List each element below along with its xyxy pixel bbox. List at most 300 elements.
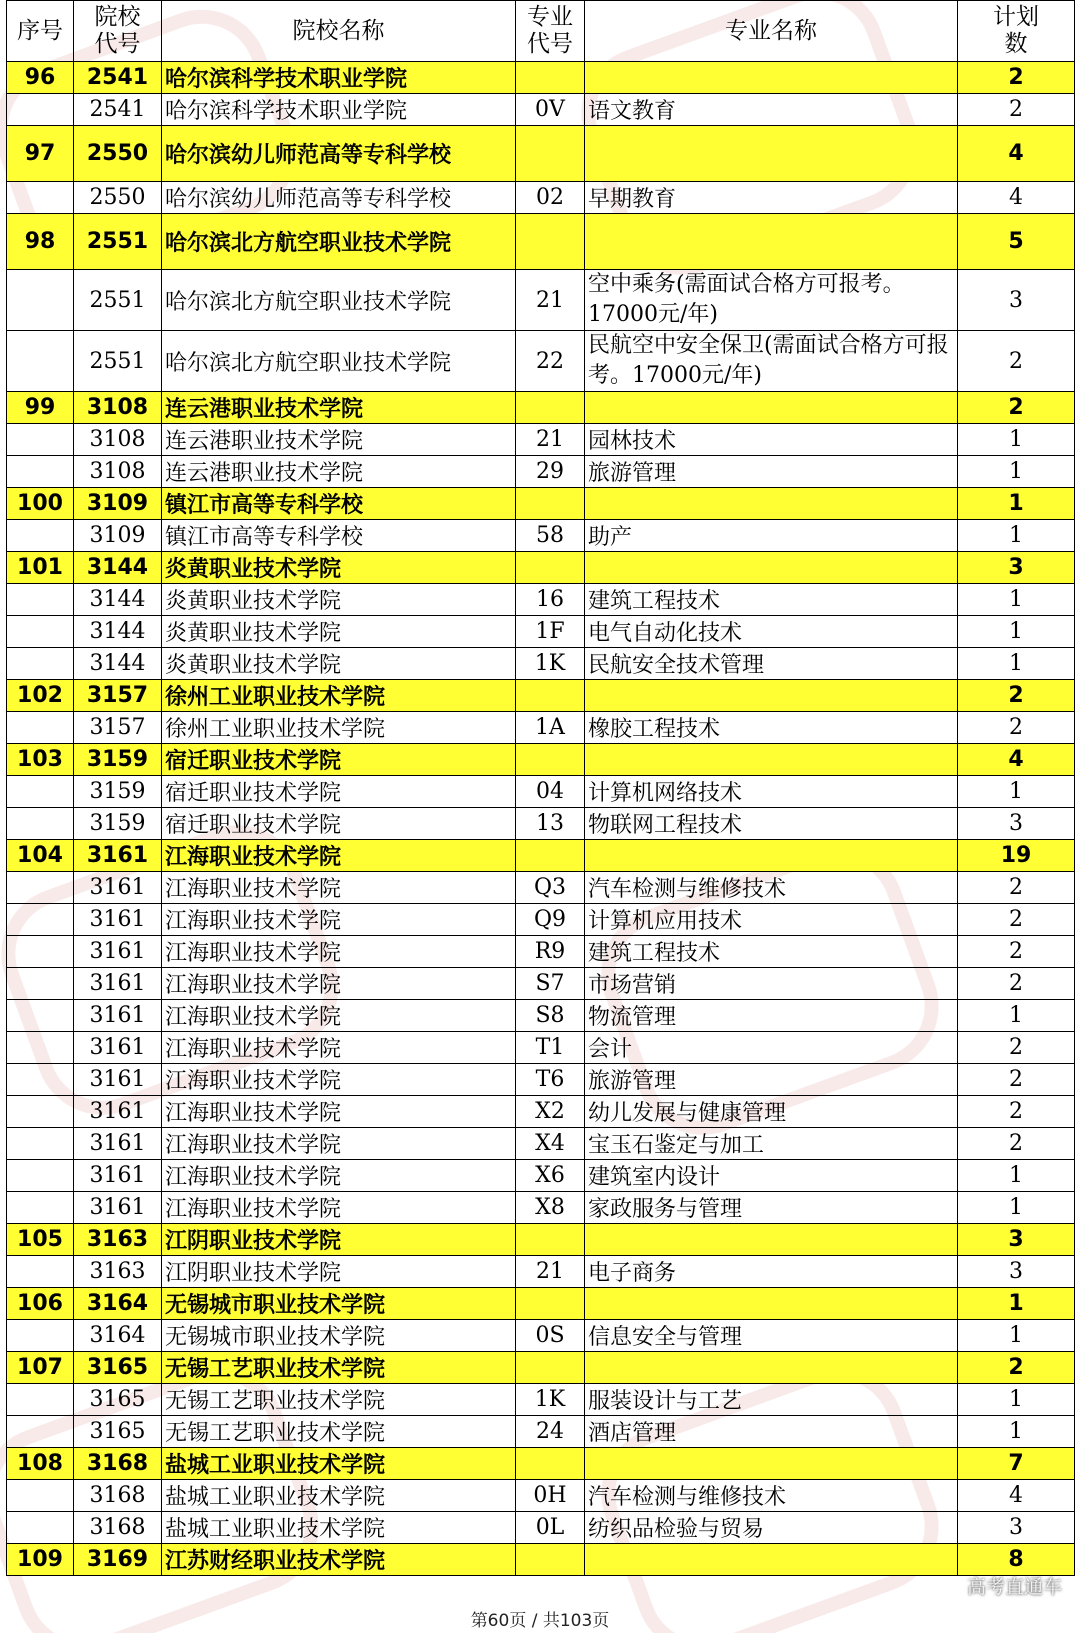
school-code-cell: 3168 [74,1448,162,1480]
header-school-name: 院校名称 [162,1,516,62]
major-name-cell [585,1448,958,1480]
major-code-cell: X2 [516,1096,585,1128]
school-code-cell: 3165 [74,1416,162,1448]
school-code-cell: 3159 [74,808,162,840]
plan-cell: 1 [958,648,1075,680]
plan-cell: 2 [958,62,1075,94]
major-row [7,904,1075,936]
school-code-cell: 3164 [74,1288,162,1320]
major-code-cell: 21 [516,424,585,456]
major-code-cell: Q9 [516,904,585,936]
school-name-cell: 连云港职业技术学院 [162,456,516,488]
major-row [7,968,1075,1000]
major-code-cell: R9 [516,936,585,968]
school-name-cell: 江海职业技术学院 [162,1032,516,1064]
school-code-cell: 3108 [74,392,162,424]
major-row [7,1192,1075,1224]
school-name-cell: 江苏财经职业技术学院 [162,1544,516,1576]
plan-cell: 3 [958,270,1075,331]
major-code-cell [516,126,585,182]
major-row [7,808,1075,840]
school-code-cell: 2551 [74,214,162,270]
school-name-cell: 盐城工业职业技术学院 [162,1512,516,1544]
major-row [7,182,1075,214]
plan-cell: 3 [958,1512,1075,1544]
major-code-cell: 21 [516,270,585,331]
header-plan: 计划 数 [958,1,1075,62]
major-name-cell [585,744,958,776]
major-name-cell: 民航安全技术管理 [585,648,958,680]
school-row [7,744,1075,776]
school-row [7,126,1075,182]
school-name-cell: 哈尔滨北方航空职业技术学院 [162,331,516,392]
major-name-cell: 酒店管理 [585,1416,958,1448]
major-code-cell: 16 [516,584,585,616]
major-row [7,520,1075,552]
seq-cell [7,1480,74,1512]
major-name-cell: 汽车检测与维修技术 [585,872,958,904]
major-row [7,616,1075,648]
seq-cell [7,520,74,552]
major-name-cell: 橡胶工程技术 [585,712,958,744]
major-row [7,776,1075,808]
school-code-cell: 3163 [74,1224,162,1256]
school-row [7,62,1075,94]
major-code-cell: 29 [516,456,585,488]
major-code-cell [516,1448,585,1480]
major-code-cell: 1K [516,648,585,680]
school-name-cell: 江海职业技术学院 [162,1192,516,1224]
page-footer: 第60页 / 共103页 [470,1611,610,1631]
school-code-cell: 3159 [74,776,162,808]
seq-cell [7,1096,74,1128]
school-code-cell: 3157 [74,680,162,712]
major-code-cell [516,840,585,872]
seq-cell [7,808,74,840]
seq-cell: 98 [7,214,74,270]
major-name-cell: 物流管理 [585,1000,958,1032]
major-row [7,94,1075,126]
school-code-cell: 3161 [74,936,162,968]
major-code-cell: 1K [516,1384,585,1416]
plan-cell: 8 [958,1544,1075,1576]
seq-cell [7,968,74,1000]
school-name-cell: 哈尔滨幼儿师范高等专科学校 [162,182,516,214]
seq-cell: 104 [7,840,74,872]
seq-cell [7,1416,74,1448]
school-row [7,840,1075,872]
major-code-cell: 02 [516,182,585,214]
major-row [7,424,1075,456]
school-name-cell: 江海职业技术学院 [162,1128,516,1160]
school-code-cell: 2541 [74,62,162,94]
major-code-cell: 1A [516,712,585,744]
plan-cell: 2 [958,94,1075,126]
major-name-cell: 建筑工程技术 [585,936,958,968]
plan-cell: 3 [958,808,1075,840]
major-code-cell: T6 [516,1064,585,1096]
major-code-cell: 0V [516,94,585,126]
major-name-cell: 汽车检测与维修技术 [585,1480,958,1512]
major-code-cell [516,392,585,424]
school-name-cell: 哈尔滨北方航空职业技术学院 [162,270,516,331]
seq-cell: 101 [7,552,74,584]
school-name-cell: 哈尔滨北方航空职业技术学院 [162,214,516,270]
seq-cell [7,1064,74,1096]
school-name-cell: 炎黄职业技术学院 [162,552,516,584]
plan-cell: 4 [958,744,1075,776]
major-code-cell: 58 [516,520,585,552]
school-code-cell: 2551 [74,270,162,331]
major-code-cell: 1F [516,616,585,648]
seq-cell [7,904,74,936]
plan-cell: 1 [958,1192,1075,1224]
major-code-cell [516,1288,585,1320]
seq-cell [7,1256,74,1288]
major-name-cell: 建筑室内设计 [585,1160,958,1192]
school-name-cell: 江阴职业技术学院 [162,1256,516,1288]
school-name-cell: 江海职业技术学院 [162,904,516,936]
seq-cell [7,1000,74,1032]
plan-cell: 1 [958,1320,1075,1352]
school-name-cell: 江海职业技术学院 [162,1160,516,1192]
major-name-cell [585,1288,958,1320]
major-row [7,456,1075,488]
major-row [7,648,1075,680]
seq-cell: 103 [7,744,74,776]
header-major-code: 专业 代号 [516,1,585,62]
major-code-cell [516,62,585,94]
table-body [7,62,1075,1576]
major-code-cell: 0H [516,1480,585,1512]
school-row [7,214,1075,270]
plan-cell: 1 [958,1000,1075,1032]
seq-cell [7,182,74,214]
major-name-cell: 会计 [585,1032,958,1064]
major-row [7,1384,1075,1416]
seq-cell [7,1160,74,1192]
major-name-cell: 建筑工程技术 [585,584,958,616]
major-name-cell: 宝玉石鉴定与加工 [585,1128,958,1160]
school-name-cell: 无锡城市职业技术学院 [162,1288,516,1320]
plan-cell: 2 [958,1032,1075,1064]
major-name-cell: 助产 [585,520,958,552]
major-name-cell [585,1352,958,1384]
school-code-cell: 3161 [74,1128,162,1160]
major-name-cell: 空中乘务(需面试合格方可报考。17000元/年) [585,270,958,331]
major-name-cell [585,62,958,94]
major-code-cell [516,214,585,270]
plan-cell: 2 [958,392,1075,424]
major-code-cell: 0S [516,1320,585,1352]
major-code-cell: 22 [516,331,585,392]
school-code-cell: 3108 [74,424,162,456]
plan-cell: 4 [958,126,1075,182]
major-name-cell [585,214,958,270]
school-code-cell: 3161 [74,1192,162,1224]
major-name-cell: 家政服务与管理 [585,1192,958,1224]
major-name-cell [585,680,958,712]
plan-cell: 1 [958,616,1075,648]
school-code-cell: 3161 [74,904,162,936]
school-code-cell: 2550 [74,126,162,182]
major-code-cell [516,1224,585,1256]
enrollment-plan-table [6,0,1075,1576]
seq-cell [7,1128,74,1160]
school-name-cell: 镇江市高等专科学校 [162,520,516,552]
seq-cell [7,270,74,331]
seq-cell: 106 [7,1288,74,1320]
seq-cell: 102 [7,680,74,712]
plan-cell: 1 [958,520,1075,552]
school-code-cell: 3168 [74,1512,162,1544]
school-code-cell: 3144 [74,584,162,616]
seq-cell [7,712,74,744]
school-code-cell: 3144 [74,648,162,680]
plan-cell: 2 [958,331,1075,392]
major-code-cell [516,1544,585,1576]
major-name-cell: 幼儿发展与健康管理 [585,1096,958,1128]
major-name-cell: 早期教育 [585,182,958,214]
school-code-cell: 3161 [74,1160,162,1192]
plan-cell: 19 [958,840,1075,872]
major-row [7,1160,1075,1192]
school-row [7,1352,1075,1384]
major-row [7,872,1075,904]
major-row [7,712,1075,744]
school-row [7,1544,1075,1576]
school-name-cell: 江阴职业技术学院 [162,1224,516,1256]
major-name-cell [585,552,958,584]
seq-cell [7,456,74,488]
plan-cell: 7 [958,1448,1075,1480]
plan-cell: 1 [958,1160,1075,1192]
seq-cell: 96 [7,62,74,94]
plan-cell: 2 [958,968,1075,1000]
school-code-cell: 3164 [74,1320,162,1352]
seq-cell [7,94,74,126]
plan-cell: 3 [958,1224,1075,1256]
plan-cell: 2 [958,712,1075,744]
major-code-cell: Q3 [516,872,585,904]
school-code-cell: 3161 [74,1032,162,1064]
school-name-cell: 宿迁职业技术学院 [162,776,516,808]
seq-cell: 105 [7,1224,74,1256]
major-name-cell [585,840,958,872]
school-code-cell: 3163 [74,1256,162,1288]
major-code-cell: 0L [516,1512,585,1544]
school-name-cell: 江海职业技术学院 [162,1096,516,1128]
school-row [7,1448,1075,1480]
school-name-cell: 连云港职业技术学院 [162,424,516,456]
seq-cell [7,648,74,680]
school-name-cell: 江海职业技术学院 [162,936,516,968]
major-code-cell: X8 [516,1192,585,1224]
school-code-cell: 3144 [74,616,162,648]
school-code-cell: 3165 [74,1384,162,1416]
plan-cell: 1 [958,584,1075,616]
plan-cell: 1 [958,488,1075,520]
major-row [7,1128,1075,1160]
major-row [7,331,1075,392]
school-name-cell: 江海职业技术学院 [162,872,516,904]
plan-cell: 4 [958,1480,1075,1512]
school-code-cell: 3109 [74,488,162,520]
major-code-cell: 24 [516,1416,585,1448]
major-row [7,1032,1075,1064]
school-name-cell: 炎黄职业技术学院 [162,616,516,648]
header-school-code: 院校 代号 [74,1,162,62]
school-code-cell: 3169 [74,1544,162,1576]
school-code-cell: 3161 [74,1096,162,1128]
seq-cell [7,1032,74,1064]
school-name-cell: 江海职业技术学院 [162,1000,516,1032]
school-name-cell: 宿迁职业技术学院 [162,808,516,840]
plan-cell: 2 [958,680,1075,712]
seq-cell [7,1512,74,1544]
school-name-cell: 盐城工业职业技术学院 [162,1480,516,1512]
plan-cell: 1 [958,1416,1075,1448]
major-name-cell: 园林技术 [585,424,958,456]
header-major-name: 专业名称 [585,1,958,62]
major-row [7,1480,1075,1512]
major-name-cell: 旅游管理 [585,1064,958,1096]
seq-cell: 100 [7,488,74,520]
major-name-cell: 电气自动化技术 [585,616,958,648]
seq-cell [7,616,74,648]
school-code-cell: 3161 [74,840,162,872]
major-name-cell: 计算机应用技术 [585,904,958,936]
school-name-cell: 无锡工艺职业技术学院 [162,1384,516,1416]
major-code-cell [516,488,585,520]
school-name-cell: 连云港职业技术学院 [162,392,516,424]
seq-cell: 97 [7,126,74,182]
major-row [7,1000,1075,1032]
major-row [7,1416,1075,1448]
seq-cell [7,1384,74,1416]
seq-cell [7,872,74,904]
major-code-cell: 04 [516,776,585,808]
major-code-cell [516,1352,585,1384]
plan-cell: 2 [958,1352,1075,1384]
major-name-cell: 服装设计与工艺 [585,1384,958,1416]
school-row [7,488,1075,520]
major-name-cell [585,392,958,424]
major-code-cell: T1 [516,1032,585,1064]
seq-cell: 108 [7,1448,74,1480]
school-code-cell: 3157 [74,712,162,744]
major-name-cell [585,1224,958,1256]
seq-cell [7,1320,74,1352]
major-row [7,1320,1075,1352]
major-name-cell: 旅游管理 [585,456,958,488]
major-name-cell: 电子商务 [585,1256,958,1288]
school-name-cell: 炎黄职业技术学院 [162,584,516,616]
school-code-cell: 2551 [74,331,162,392]
major-row [7,1064,1075,1096]
major-code-cell [516,680,585,712]
major-name-cell: 民航空中安全保卫(需面试合格方可报考。17000元/年) [585,331,958,392]
plan-cell: 1 [958,424,1075,456]
school-name-cell: 哈尔滨科学技术职业学院 [162,94,516,126]
major-name-cell: 市场营销 [585,968,958,1000]
major-name-cell: 语文教育 [585,94,958,126]
major-row [7,584,1075,616]
school-row [7,680,1075,712]
school-name-cell: 无锡工艺职业技术学院 [162,1352,516,1384]
school-row [7,1288,1075,1320]
plan-cell: 1 [958,1384,1075,1416]
school-code-cell: 3161 [74,872,162,904]
plan-cell: 2 [958,936,1075,968]
plan-cell: 2 [958,1096,1075,1128]
major-code-cell: 21 [516,1256,585,1288]
school-code-cell: 2541 [74,94,162,126]
school-name-cell: 哈尔滨幼儿师范高等专科学校 [162,126,516,182]
major-code-cell: X4 [516,1128,585,1160]
header-row [7,1,1075,62]
major-name-cell [585,1544,958,1576]
seq-cell [7,584,74,616]
major-code-cell: S8 [516,1000,585,1032]
plan-cell: 5 [958,214,1075,270]
school-code-cell: 3159 [74,744,162,776]
header-seq: 序号 [7,1,74,62]
major-name-cell [585,488,958,520]
major-code-cell [516,552,585,584]
plan-cell: 2 [958,872,1075,904]
major-name-cell: 物联网工程技术 [585,808,958,840]
school-name-cell: 江海职业技术学院 [162,1064,516,1096]
major-name-cell: 信息安全与管理 [585,1320,958,1352]
school-row [7,392,1075,424]
major-code-cell: S7 [516,968,585,1000]
school-name-cell: 哈尔滨科学技术职业学院 [162,62,516,94]
major-code-cell [516,744,585,776]
school-code-cell: 3168 [74,1480,162,1512]
seq-cell [7,1192,74,1224]
plan-cell: 1 [958,1288,1075,1320]
major-name-cell: 纺织品检验与贸易 [585,1512,958,1544]
seq-cell [7,331,74,392]
seq-cell: 99 [7,392,74,424]
plan-cell: 3 [958,1256,1075,1288]
school-code-cell: 3144 [74,552,162,584]
school-name-cell: 江海职业技术学院 [162,840,516,872]
plan-cell: 2 [958,904,1075,936]
school-name-cell: 无锡工艺职业技术学院 [162,1416,516,1448]
school-code-cell: 3161 [74,1000,162,1032]
seq-cell: 107 [7,1352,74,1384]
plan-cell: 1 [958,456,1075,488]
seq-cell: 109 [7,1544,74,1576]
plan-cell: 1 [958,776,1075,808]
school-name-cell: 无锡城市职业技术学院 [162,1320,516,1352]
plan-cell: 2 [958,1128,1075,1160]
school-name-cell: 宿迁职业技术学院 [162,744,516,776]
school-code-cell: 3165 [74,1352,162,1384]
plan-cell: 2 [958,1064,1075,1096]
school-name-cell: 江海职业技术学院 [162,968,516,1000]
major-name-cell [585,126,958,182]
school-code-cell: 3161 [74,968,162,1000]
school-code-cell: 3109 [74,520,162,552]
school-name-cell: 徐州工业职业技术学院 [162,680,516,712]
school-code-cell: 3161 [74,1064,162,1096]
major-name-cell: 计算机网络技术 [585,776,958,808]
plan-cell: 4 [958,182,1075,214]
major-row [7,936,1075,968]
